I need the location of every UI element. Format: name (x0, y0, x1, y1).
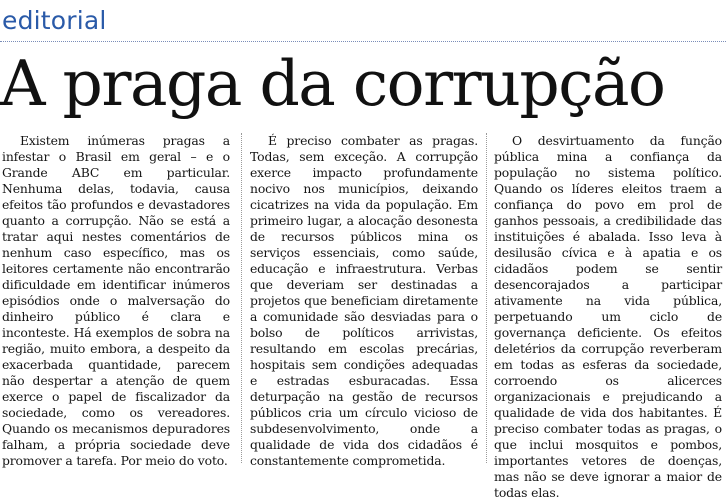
column-divider-1 (241, 133, 242, 463)
paragraph-2: É preciso combater as pragas. Todas, sem exceção. A corrupção exerce impacto profundamente nocivo nos municípios, deixando cicatrizes na vida da população. Em primeiro lugar, a alocação desonesta de recursos públicos mina os serviços essenciais, como saúde, educação e infraestrutura. Verbas que deveriam ser destinadas a projetos que beneficiam diretamente a comunidade são desviadas para o bolso de políticos arrivistas, resultando em escolas precárias, hospitais sem condições adequadas e estradas esburacadas. Essa deturpação na gestão de recursos públicos cria um círculo vicioso de subdesenvolvimento, onde a qualidade de vida dos cidadãos é constantemente comprometida. (250, 133, 478, 468)
column-divider-2 (486, 133, 487, 463)
paragraph-1: Existem inúmeras pragas a infestar o Brasil em geral – e o Grande ABC em particular. Nenhuma delas, todavia, causa efeitos tão profundos e devastadores quanto a corrupção. Não se está a tratar aqui nestes comentários de nenhum caso específico, mas os leitores certamente não encontrarão dificuldade em identificar inúmeros episódios onde o malversação do dinheiro público é clara e inconteste. Há exemplos de sobra na região, muito embora, a despeito da exacerbada quantidade, parecem não despertar a atenção de quem exerce o papel de fiscalizador da sociedade, como os vereadores. Quando os mecanismos depuradores falham, a própria sociedade deve promover a tarefa. Por meio do voto. (2, 133, 230, 468)
paragraph-3: O desvirtuamento da função pública mina a confiança da população no sistema político. Quando os líderes eleitos traem a confiança do povo em prol de ganhos pessoais, a credibilidade das instituições é abalada. Isso leva à desilusão cívica e à apatia e os cidadãos podem se sentir desencorajados a participar ativamente na vida pública, perpetuando um ciclo de governança deficiente. Os efeitos deletérios da corrupção reverberam em todas as esferas da sociedade, corroendo os alicerces organizacionais e prejudicando a qualidade de vida dos habitantes. É preciso combater todas as pragas, o que inclui mosquitos e pombos, importantes vetores de doenças, mas não se deve ignorar a maior de todas elas. (494, 133, 722, 500)
headline: A praga da corrupção (0, 47, 665, 120)
column-2 (250, 133, 478, 468)
article-body (0, 133, 726, 500)
section-rule (0, 41, 726, 42)
column-1 (2, 133, 230, 468)
section-tag: editorial (2, 6, 107, 35)
column-3 (494, 133, 722, 500)
